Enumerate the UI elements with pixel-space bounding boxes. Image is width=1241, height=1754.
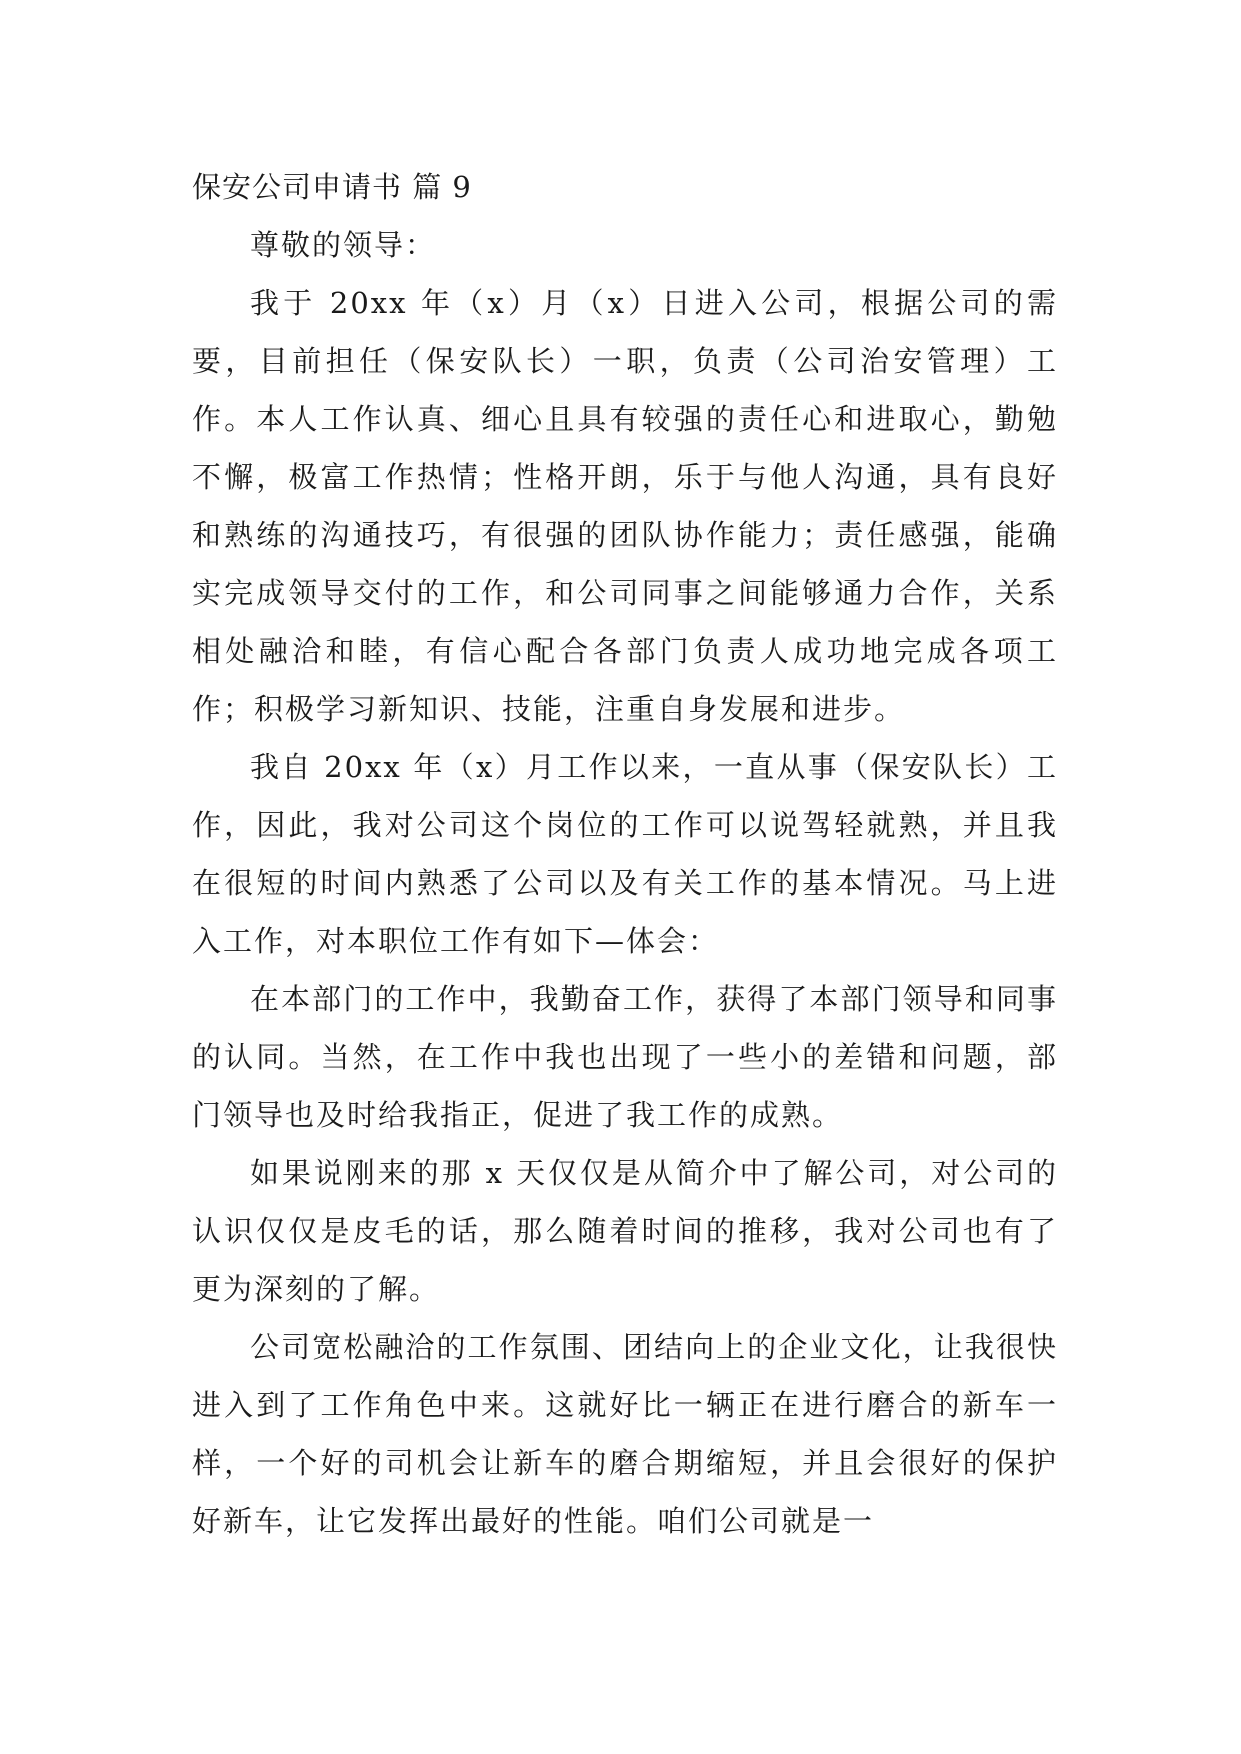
salutation: 尊敬的领导： — [250, 228, 437, 262]
paragraph-1: 我于 20xx 年（x）月（x）日进入公司，根据公司的需要，目前担任（保安队长）一职，负责（公司治安管理）工作。本人工作认真、细心且具有较强的责任心和进取心，勤勉不懈，极富工作热情；性格开朗，乐于与他人沟通，具有良好和熟练的沟通技巧，有很强的团队协作能力；责任感强，能确实完成领导交付的工作，和公司同事之间能够通力合作，关系相处融洽和睦，有信心配合各部门负责人成功地完成各项工作；积极学习新知识、技能，注重自身发展和进步。 — [192, 286, 1058, 726]
document-body — [192, 158, 1058, 1550]
paragraph-4: 如果说刚来的那 x 天仅仅是从简介中了解公司，对公司的认识仅仅是皮毛的话，那么随着时间的推移，我对公司也有了更为深刻的了解。 — [192, 1156, 1058, 1306]
paragraph-5: 公司宽松融洽的工作氛围、团结向上的企业文化，让我很快进入到了工作角色中来。这就好比一辆正在进行磨合的新车一样，一个好的司机会让新车的磨合期缩短，并且会很好的保护好新车，让它发挥出最好的性能。咱们公司就是一 — [192, 1330, 1058, 1538]
paragraph-3: 在本部门的工作中，我勤奋工作，获得了本部门领导和同事的认同。当然，在工作中我也出现了一些小的差错和问题，部门领导也及时给我指正，促进了我工作的成熟。 — [192, 982, 1058, 1132]
document-title: 保安公司申请书 篇 9 — [192, 170, 472, 204]
paragraph-2: 我自 20xx 年（x）月工作以来，一直从事（保安队长）工作，因此，我对公司这个岗位的工作可以说驾轻就熟，并且我在很短的时间内熟悉了公司以及有关工作的基本情况。马上进入工作，对本职位工作有如下—体会： — [192, 750, 1058, 958]
